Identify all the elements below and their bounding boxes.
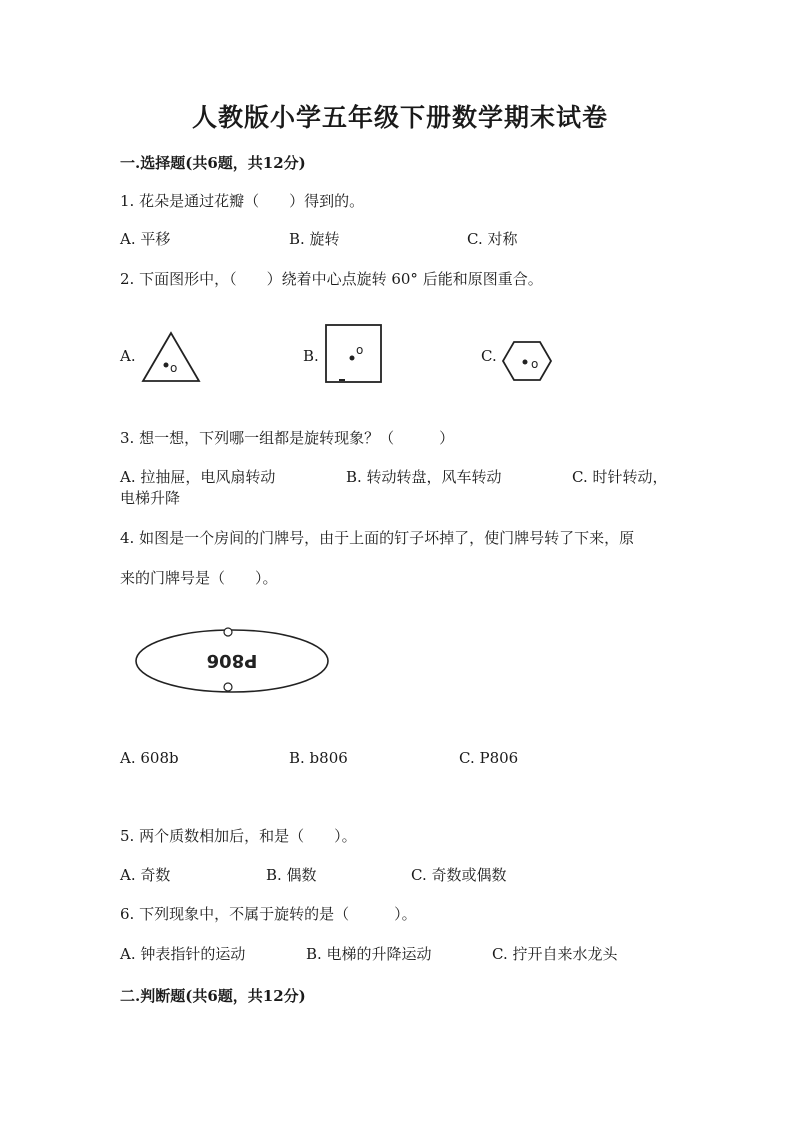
question-4-option-c[interactable]: C. P806 xyxy=(459,749,519,767)
question-2-option-a[interactable]: A. xyxy=(120,347,136,365)
question-4-stem-line1: 4. 如图是一个房间的门牌号，由于上面的钉子坏掉了，使门牌号转了下来，原 xyxy=(120,529,635,547)
bottom-nail-hole-icon xyxy=(224,683,232,691)
triangle-with-center-icon xyxy=(141,331,201,383)
question-1-option-a[interactable]: A. 平移 xyxy=(120,230,171,248)
question-4-stem-line2: 来的门牌号是（ ）。 xyxy=(120,569,278,587)
square-center-label: o xyxy=(356,343,364,357)
question-6-option-a[interactable]: A. 钟表指针的运动 xyxy=(120,945,246,963)
question-4-option-b[interactable]: B. b806 xyxy=(289,749,348,767)
top-nail-hole-icon xyxy=(224,628,232,636)
question-5-option-b[interactable]: B. 偶数 xyxy=(266,866,317,884)
question-2-option-c[interactable]: C. xyxy=(481,347,497,365)
question-1-option-b[interactable]: B. 旋转 xyxy=(289,230,340,248)
door-plate-number: P806 xyxy=(206,650,258,671)
section-heading-judgment: 二.判断题(共6题，共12分) xyxy=(120,987,306,1005)
page-title: 人教版小学五年级下册数学期末试卷 xyxy=(191,103,608,132)
section-heading-choice: 一.选择题(共6题，共12分) xyxy=(120,154,306,172)
question-6-option-b[interactable]: B. 电梯的升降运动 xyxy=(306,945,432,963)
question-6-stem: 6. 下列现象中，不属于旋转的是（ ）。 xyxy=(120,905,417,923)
question-3-stem: 3. 想一想，下列哪一组都是旋转现象？（ ） xyxy=(120,429,455,447)
question-3-option-b[interactable]: B. 转动转盘，风车转动 xyxy=(346,468,502,486)
door-plate-figure xyxy=(134,624,330,694)
question-2-stem: 2. 下面图形中，（ ）绕着中心点旋转 60° 后能和原图重合。 xyxy=(120,270,543,288)
question-4-option-a[interactable]: A. 608b xyxy=(120,749,179,767)
question-5-option-a[interactable]: A. 奇数 xyxy=(120,866,171,884)
hexagon-center-label: o xyxy=(531,357,539,371)
hexagon-with-center-icon xyxy=(501,340,553,382)
question-5-stem: 5. 两个质数相加后，和是（ ）。 xyxy=(120,827,357,845)
question-1-option-c[interactable]: C. 对称 xyxy=(467,230,518,248)
question-6-option-c[interactable]: C. 拧开自来水龙头 xyxy=(492,945,618,963)
question-1-stem: 1. 花朵是通过花瓣（ ）得到的。 xyxy=(120,192,365,210)
square-with-center-icon xyxy=(325,324,383,384)
question-5-option-c[interactable]: C. 奇数或偶数 xyxy=(411,866,507,884)
question-2-option-b[interactable]: B. xyxy=(303,347,319,365)
question-3-option-c-continued: 电梯升降 xyxy=(120,489,181,507)
triangle-center-label: o xyxy=(170,361,178,375)
question-3-option-a[interactable]: A. 拉抽屉，电风扇转动 xyxy=(120,468,276,486)
question-3-option-c[interactable]: C. 时针转动， xyxy=(572,468,668,486)
